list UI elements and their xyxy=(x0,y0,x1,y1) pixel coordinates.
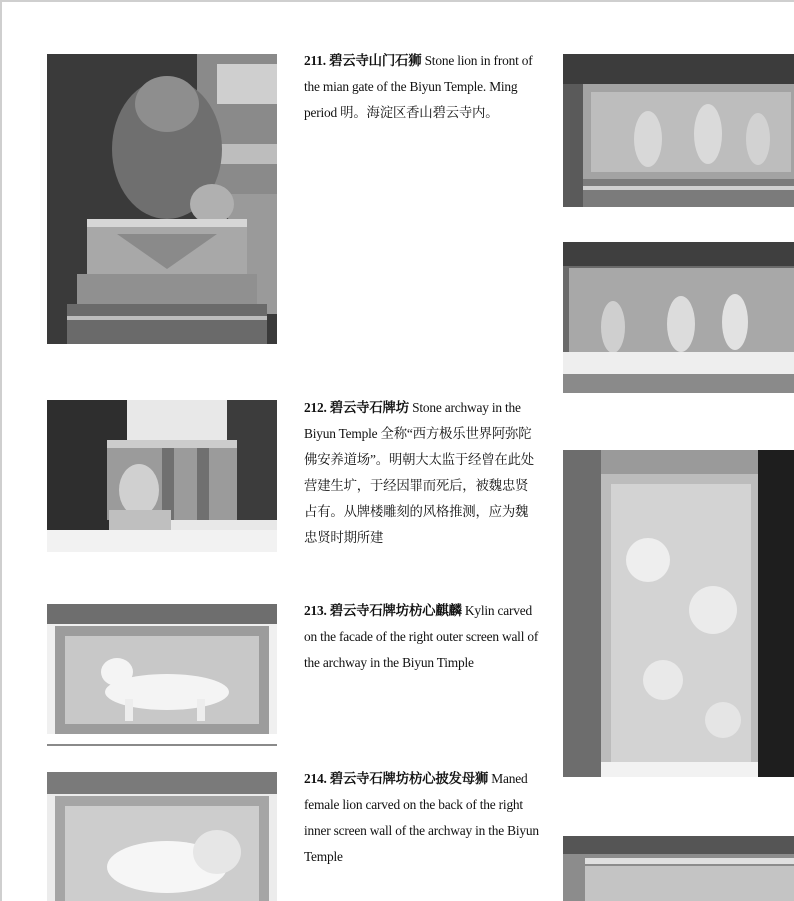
caption-number: 214. xyxy=(304,771,327,786)
caption-212 xyxy=(304,395,540,551)
caption-text: Kylin carved on the facade of the right outer screen wall of the archway in the Biyun Timple xyxy=(304,603,539,670)
caption-number: 212. xyxy=(304,400,327,415)
caption-text: Stone lion in front of the mian gate of the Biyun Temple. Ming period 明。海淀区香山碧云寺内。 xyxy=(304,53,533,120)
caption-chinese-title: 碧云寺石牌坊枋心披发母狮 xyxy=(329,771,489,786)
page-top-rule xyxy=(0,0,794,2)
caption-chinese-title: 碧云寺山门石狮 xyxy=(329,53,422,68)
caption-chinese-title: 碧云寺石牌坊枋心麒麟 xyxy=(329,603,462,618)
caption-number: 211. xyxy=(304,53,326,68)
photo-relief-bottom-cropped xyxy=(563,836,794,901)
photo-211-stone-lion xyxy=(47,54,277,344)
photo-212-stone-archway xyxy=(47,400,277,552)
photo-214-maned-lion-relief xyxy=(47,772,277,901)
caption-text: Maned female lion carved on the back of the right inner screen wall of the archway in the Biyun Temple xyxy=(304,771,539,864)
caption-214 xyxy=(304,766,540,870)
photo-relief-figures-top xyxy=(563,54,794,207)
caption-211 xyxy=(304,48,540,126)
caption-213 xyxy=(304,598,540,676)
caption-text: Stone archway in the Biyun Temple 全称“西方极乐世界阿弥陀佛安养道场”。明朝大太监于经曾在此处营建生圹，于经因罪而死后，被魏忠贤占有。从牌楼雕刻的风格推测，应为魏忠贤时期所建 xyxy=(304,400,534,545)
page-left-rule xyxy=(0,0,2,901)
caption-chinese-title: 碧云寺石牌坊 xyxy=(329,400,409,415)
photo-floral-relief-pillar xyxy=(563,450,794,777)
caption-number: 213. xyxy=(304,603,327,618)
photo-relief-figures-middle xyxy=(563,242,794,393)
photo-213-kylin-relief xyxy=(47,604,277,752)
